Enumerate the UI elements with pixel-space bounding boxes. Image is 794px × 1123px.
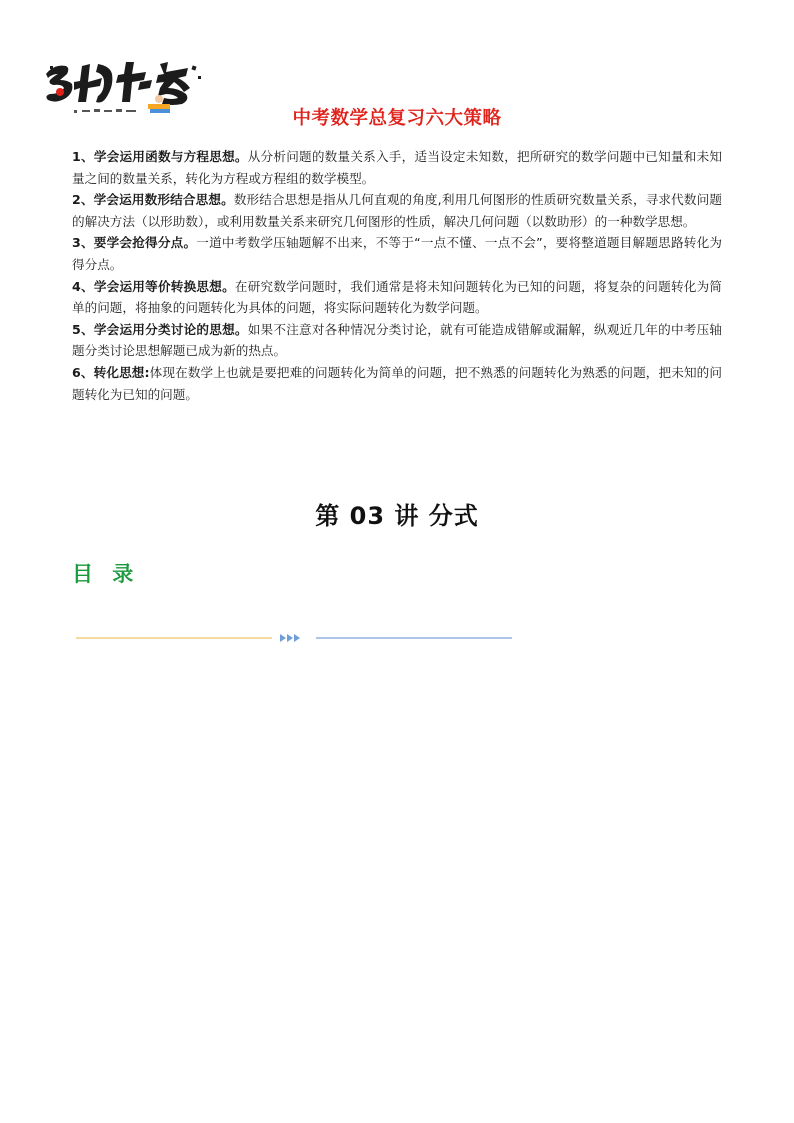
strategy-body: 一道中考数学压轴题解不出来，不等于“一点不懂、一点不会”，要将整道题目解题思路转化为得分点。 xyxy=(72,235,723,272)
strategy-number: 3、 xyxy=(72,235,94,251)
page-header-title-text: 中考数学总复习六大策略 xyxy=(292,108,502,129)
strategy-number: 6、 xyxy=(72,364,94,380)
divider-arrows-icon xyxy=(280,634,300,642)
lecture-title: 第 03 讲 分式 xyxy=(315,502,479,530)
strategy-number: 2、 xyxy=(72,192,94,208)
strategy-item xyxy=(72,146,722,189)
strategy-body: 体现在数学上也就是要把难的问题转化为简单的问题，把不熟悉的问题转化为熟悉的问题，把未知的问题转化为已知的问题。 xyxy=(72,364,723,402)
strategy-body: 在研究数学问题时，我们通常是将未知问题转化为已知的问题，将复杂的问题转化为简单的问题，将抽象的问题转化为具体的问题，将实际问题转化为数学问题。 xyxy=(72,278,723,316)
strategy-lead: 学会运用分类讨论的思想。 xyxy=(93,321,248,337)
strategy-item xyxy=(72,232,722,275)
strategy-item xyxy=(72,319,722,362)
page-header-title xyxy=(0,104,794,130)
strategy-body: 如果不注意对各种情况分类讨论，就有可能造成错解或漏解，纵观近几年的中考压轴题分类讨论思想解题已成为新的热点。 xyxy=(72,321,723,359)
strategy-lead: 要学会抢得分点。 xyxy=(93,235,197,251)
strategy-body: 从分析问题的数量关系入手，适当设定未知数，把所研究的数学问题中已知量和未知量之间的数量关系，转化为方程或方程组的数学模型。 xyxy=(72,149,723,186)
strategy-item xyxy=(72,362,722,405)
strategy-list xyxy=(72,146,722,405)
strategy-lead: 转化思想: xyxy=(93,364,150,380)
strategy-body: 数形结合思想是指从几何直观的角度,利用几何图形的性质研究数量关系，寻求代数问题的解决方法（以形助数），或利用数量关系来研究几何图形的性质，解决几何问题（以数助形）的一种数学思想。 xyxy=(72,192,722,229)
strategy-item xyxy=(72,189,722,232)
strategy-number: 1、 xyxy=(72,149,94,164)
strategy-item xyxy=(72,276,722,319)
strategy-lead: 学会运用函数与方程思想。 xyxy=(93,149,248,164)
toc-divider xyxy=(76,630,516,644)
strategy-lead: 学会运用等价转换思想。 xyxy=(93,278,235,294)
strategy-number: 4、 xyxy=(72,278,94,294)
strategy-lead: 学会运用数形结合思想。 xyxy=(93,192,234,208)
toc-heading: 目 录 xyxy=(72,562,140,586)
strategy-number: 5、 xyxy=(72,321,94,337)
